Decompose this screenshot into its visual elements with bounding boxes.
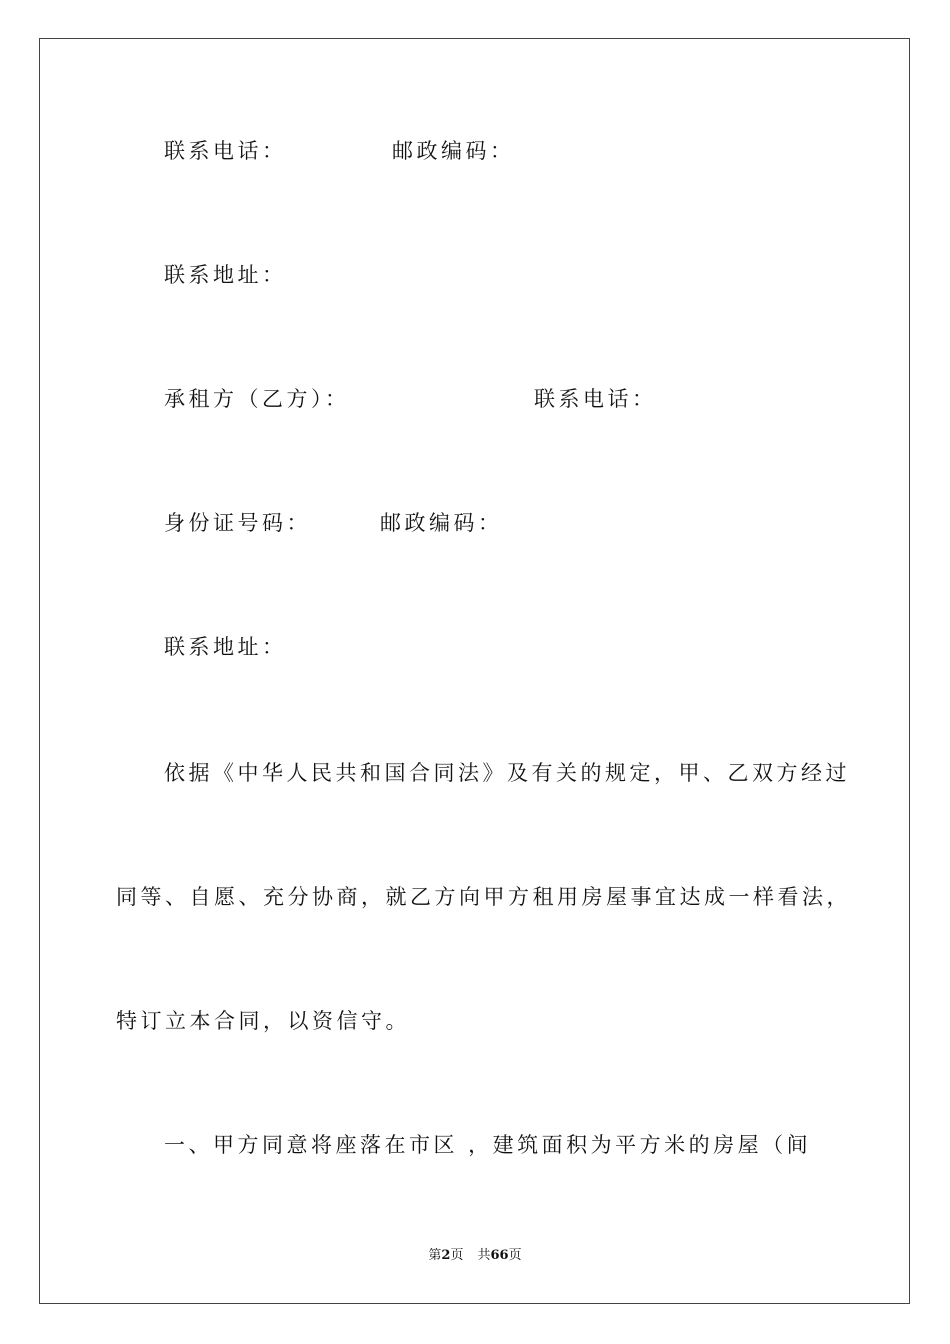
lessee-phone-label: 联系电话： [534, 387, 657, 411]
lessor-address-label: 联系地址： [164, 263, 287, 287]
page-footer [0, 1247, 950, 1265]
footer-page-suffix: 页 [450, 1248, 464, 1263]
lessee-name-label: 承租方（乙方）： [164, 387, 350, 411]
lessee-address-row [164, 633, 287, 661]
intro-paragraph-line-2: 同等、自愿、充分协商，就乙方向甲方租用房屋事宜达成一样看法， [116, 885, 851, 909]
lessor-postcode-label: 邮政编码： [392, 139, 515, 163]
lessee-postcode-label: 邮政编码： [380, 511, 503, 535]
page-frame [39, 38, 910, 1304]
footer-total-prefix: 共 [477, 1248, 491, 1263]
lessor-address-row [164, 261, 287, 289]
lessor-phone-label: 联系电话： [164, 139, 287, 163]
footer-total-pages: 66 [490, 1248, 509, 1263]
intro-paragraph-line-3: 特订立本合同，以资信守。 [116, 1009, 410, 1033]
lessee-id-label: 身份证号码： [164, 511, 311, 535]
intro-paragraph-line-1: 依据《中华人民共和国合同法》及有关的规定，甲、乙双方经过 [164, 761, 850, 785]
footer-page-prefix: 第 [428, 1248, 442, 1263]
lessee-address-label: 联系地址： [164, 635, 287, 659]
footer-current-page: 2 [441, 1248, 451, 1263]
clause-1-line-1: 一、甲方同意将座落在市区 ，建筑面积为平方米的房屋（间 [164, 1133, 812, 1157]
footer-total-suffix: 页 [508, 1248, 522, 1263]
